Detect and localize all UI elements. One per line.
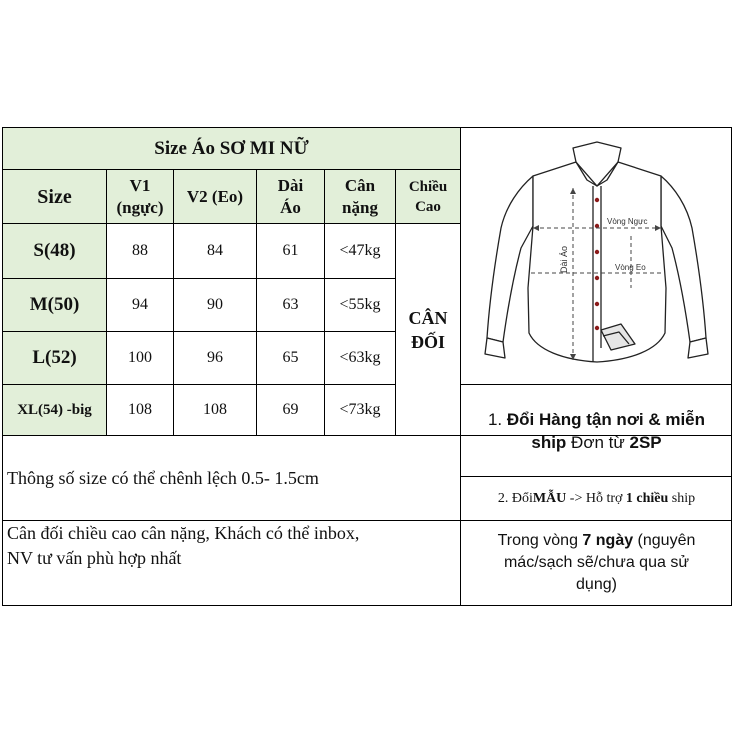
header-length-line2: Áo [280, 197, 301, 217]
policy-timeframe-line2: mác/sạch sẽ/chưa qua sử [503, 554, 690, 571]
chest-label: Vòng Ngực [607, 217, 648, 226]
header-v1-line2: (ngực) [116, 197, 164, 217]
shirt-body [528, 162, 666, 362]
header-v1 [107, 170, 173, 223]
row-length-value: 65 [282, 349, 299, 366]
left-sleeve [487, 176, 533, 342]
table-title: Size Áo SƠ MI NỮ [154, 137, 309, 159]
header-height-line2: Cao [415, 198, 441, 215]
advice-line1: Cân đối chiều cao cân nặng, Khách có thể inbox, [7, 523, 360, 543]
row-size-label: XL(54) -big [17, 401, 92, 418]
header-height [396, 170, 460, 223]
policy-timeframe-line1 [498, 530, 696, 552]
length-label: Dài Áo [559, 245, 569, 273]
row-v1-value: 108 [128, 401, 152, 418]
row-v1-value: 94 [132, 296, 148, 313]
row-weight-value: <55kg [339, 296, 381, 313]
right-sleeve [661, 176, 706, 342]
policy-model-text2: ship [668, 490, 696, 506]
policy-timeframe-line3: dụng) [576, 576, 617, 593]
row-v2-value: 96 [207, 349, 223, 366]
policy-exchange-ship: ship [531, 432, 567, 452]
policy-exchange-prefix: 1. [487, 409, 507, 429]
header-v1-line1: V1 [129, 175, 151, 195]
policy-model-change [461, 477, 732, 520]
policy-model-prefix: 2. Đổi [497, 490, 533, 506]
header-weight-line1: Cân [344, 175, 376, 195]
header-length [257, 170, 324, 223]
row-v1-value: 88 [132, 242, 148, 259]
height-note-line1: CÂN [408, 307, 448, 328]
row-length-value: 63 [282, 296, 299, 313]
shirt-illustration [461, 128, 732, 384]
policy-timeframe [461, 521, 732, 605]
tolerance-note: Thông số size có thể chênh lệch 0.5- 1.5cm [7, 467, 319, 488]
advice-line2: NV tư vấn phù hợp nhất [7, 548, 182, 568]
policy-exchange [461, 385, 732, 476]
header-weight [325, 170, 395, 223]
shirt-diagram [461, 128, 732, 384]
row-length-value: 61 [282, 242, 299, 259]
policy-exchange-min: 2SP [629, 432, 662, 452]
row-v1-value: 100 [128, 349, 152, 366]
policy-model-text1: -> Hỗ trợ [566, 490, 626, 506]
policy-exchange-line2 [531, 431, 661, 454]
header-length-line1: Dài [277, 175, 304, 195]
policy-exchange-title: Đổi Hàng tận nơi & miễn [506, 409, 706, 429]
header-weight-line2: nặng [342, 197, 378, 217]
height-note-line2: ĐỐI [410, 331, 445, 352]
policy-exchange-text: Đơn từ [566, 432, 630, 452]
row-v2-value: 90 [207, 296, 223, 313]
policy-model-bold2: 1 chiều [625, 490, 669, 506]
policy-timeframe-text2: (nguyên [633, 532, 696, 549]
row-length-value: 69 [282, 401, 299, 418]
policy-exchange-line1 [488, 408, 705, 431]
policy-timeframe-days: 7 ngày [582, 532, 634, 549]
header-v2: V2 (Eo) [186, 186, 244, 206]
row-v2-value: 108 [203, 401, 227, 418]
policy-timeframe-text1: Trong vòng [497, 532, 583, 549]
row-size-label: M(50) [29, 294, 80, 315]
row-size-label: S(48) [33, 240, 76, 261]
row-size-label: L(52) [32, 347, 77, 368]
header-size: Size [37, 185, 72, 208]
advice-note [3, 521, 460, 605]
row-v2-value: 84 [207, 242, 223, 259]
row-weight-value: <63kg [339, 349, 381, 366]
waist-label: Vòng Eo [615, 263, 646, 272]
row-weight-value: <73kg [339, 401, 381, 418]
policy-model-bold: MẪU [532, 490, 567, 506]
header-height-line1: Chiều [408, 178, 448, 195]
height-note [396, 224, 460, 435]
row-weight-value: <47kg [339, 242, 381, 259]
